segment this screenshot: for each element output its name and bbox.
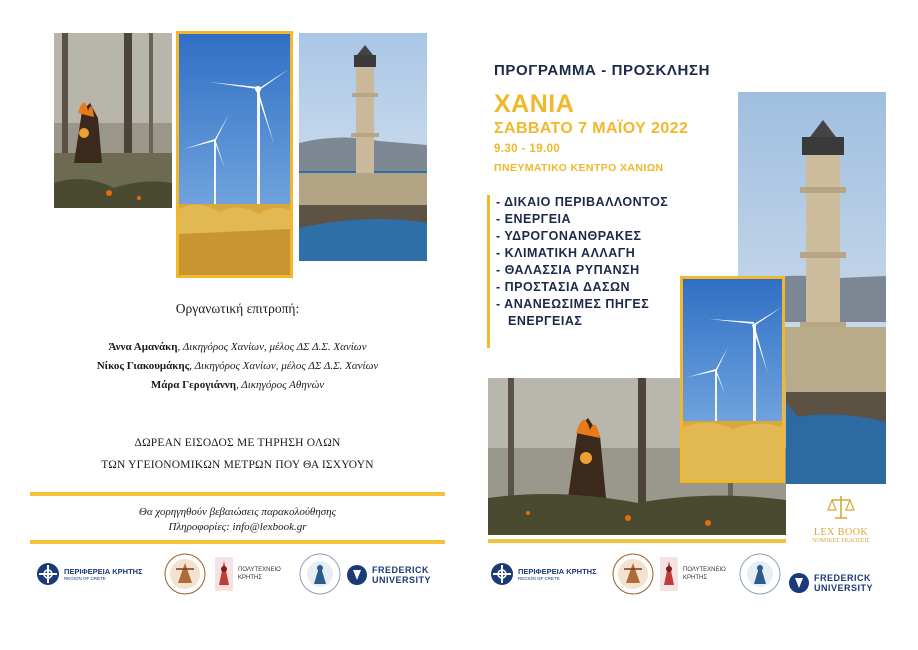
municipality-seal-icon [298, 552, 342, 596]
bar-association-logo-right [612, 553, 654, 595]
topics-accent-bar [487, 195, 490, 348]
topic-item: - ΔΙΚΑΙΟ ΠΕΡΙΒΑΛΛΟΝΤΟΣ [496, 195, 669, 209]
member-role: , Δικηγόρος Χανίων, μέλος ΔΣ Δ.Σ. Χανίων [189, 360, 379, 372]
member-role: , Δικηγόρος Χανίων, μέλος ΔΣ Δ.Σ. Χανίων [177, 341, 367, 353]
polytechnic-crete-logo-right [658, 555, 726, 593]
info-contact: Πληροφορίες: info@lexbook.gr [168, 521, 307, 533]
scales-of-justice-icon [826, 494, 856, 522]
region-crete-logo-right [490, 562, 597, 586]
committee-member-1 [30, 340, 445, 354]
topic-item: - ΘΑΛΑΣΣΙΑ ΡΥΠΑΝΣΗ [496, 263, 640, 277]
polytechnic-line-2: ΚΡΗΤΗΣ [683, 575, 708, 581]
event-date: ΣΑΒΒΑΤΟ 7 ΜΑΪΟΥ 2022 [494, 120, 689, 137]
polytechnic-emblem-icon [658, 555, 680, 593]
bar-association-seal-icon [164, 553, 206, 595]
municipality-chania-logo-right [738, 552, 782, 596]
frederick-emblem-icon [788, 572, 810, 594]
polytechnic-emblem-icon [213, 555, 235, 593]
topic-item: - ΥΔΡΟΓΟΝΑΝΘΡΑΚΕΣ [496, 229, 642, 243]
region-emblem-icon [490, 562, 514, 586]
frederick-line-2: UNIVERSITY [814, 583, 874, 593]
polytechnic-crete-logo [213, 555, 281, 593]
certificates-note: Θα χορηγηθούν βεβαιώσεις παρακολούθησης [138, 506, 337, 518]
divider-right [488, 539, 786, 543]
frederick-university-logo-right [788, 572, 873, 594]
forest-fire-photo [54, 33, 172, 208]
region-name: ΠΕΡΙΦΕΡΕΙΑ ΚΡΗΤΗΣ [518, 566, 597, 576]
wind-turbine-wheat-photo-right [680, 276, 785, 483]
frederick-line-2: UNIVERSITY [372, 575, 432, 585]
bar-association-seal-icon [612, 553, 654, 595]
member-name: Μάρα Γερογιάννη [150, 379, 236, 391]
lexbook-name: LEX BOOK [813, 527, 869, 538]
polytechnic-line-1: ΠΟΛΥΤΕΧΝΕΙΟ [683, 567, 726, 573]
municipality-chania-logo [298, 552, 342, 596]
frederick-line-1: FREDERICK [372, 565, 430, 575]
wind-turbine-wheat-photo [176, 31, 293, 278]
frederick-university-logo [346, 564, 431, 586]
committee-member-2 [30, 359, 445, 373]
region-name: ΠΕΡΙΦΕΡΕΙΑ ΚΡΗΤΗΣ [64, 566, 143, 576]
divider-top [30, 492, 445, 496]
topic-item: ΕΝΕΡΓΕΙΑΣ [508, 314, 583, 328]
frederick-line-1: FREDERICK [814, 573, 872, 583]
bar-association-logo [164, 553, 206, 595]
lexbook-sub: ΝΟΜΙΚΕΣ ΕΚΔΟΣΕΙΣ [812, 538, 870, 544]
region-crete-logo [36, 562, 143, 586]
free-entry-line-1: ΔΩΡΕΑΝ ΕΙΣΟΔΟΣ ΜΕ ΤΗΡΗΣΗ ΟΛΩΝ [134, 437, 341, 449]
region-sub: REGION OF CRETE [518, 575, 560, 581]
event-city: ΧΑΝΙΑ [494, 90, 575, 118]
committee-title: Οργανωτική επιτροπή: [175, 301, 300, 316]
topic-item: - ΚΛΙΜΑΤΙΚΗ ΑΛΛΑΓΗ [496, 246, 636, 260]
member-role: , Δικηγόρος Αθηνών [235, 379, 325, 391]
polytechnic-line-1: ΠΟΛΥΤΕΧΝΕΙΟ [238, 567, 281, 573]
lexbook-logo [806, 494, 876, 544]
region-emblem-icon [36, 562, 60, 586]
municipality-seal-icon [738, 552, 782, 596]
polytechnic-line-2: ΚΡΗΤΗΣ [238, 575, 263, 581]
member-name: Άννα Αμανάκη [108, 341, 178, 353]
region-sub: REGION OF CRETE [64, 575, 106, 581]
event-venue: ΠΝΕΥΜΑΤΙΚΟ ΚΕΝΤΡΟ ΧΑΝΙΩΝ [494, 162, 664, 174]
frederick-emblem-icon [346, 564, 368, 586]
topic-item: - ΑΝΑΝΕΩΣΙΜΕΣ ΠΗΓΕΣ [496, 297, 650, 311]
committee-member-3 [30, 378, 445, 392]
topics-list [496, 194, 668, 330]
lighthouse-photo [299, 33, 427, 261]
divider-bottom [30, 540, 445, 544]
event-time: 9.30 - 19.00 [494, 143, 561, 155]
program-title: ΠΡΟΓΡΑΜΜΑ - ΠΡΟΣΚΛΗΣΗ [494, 62, 711, 79]
free-entry-line-2: ΤΩΝ ΥΓΕΙΟΝΟΜΙΚΩΝ ΜΕΤΡΩΝ ΠΟΥ ΘΑ ΙΣΧΥΟΥΝ [101, 459, 374, 471]
member-name: Νίκος Γιακουμάκης [96, 360, 190, 372]
topic-item: - ΠΡΟΣΤΑΣΙΑ ΔΑΣΩΝ [496, 280, 631, 294]
topic-item: - ΕΝΕΡΓΕΙΑ [496, 212, 572, 226]
